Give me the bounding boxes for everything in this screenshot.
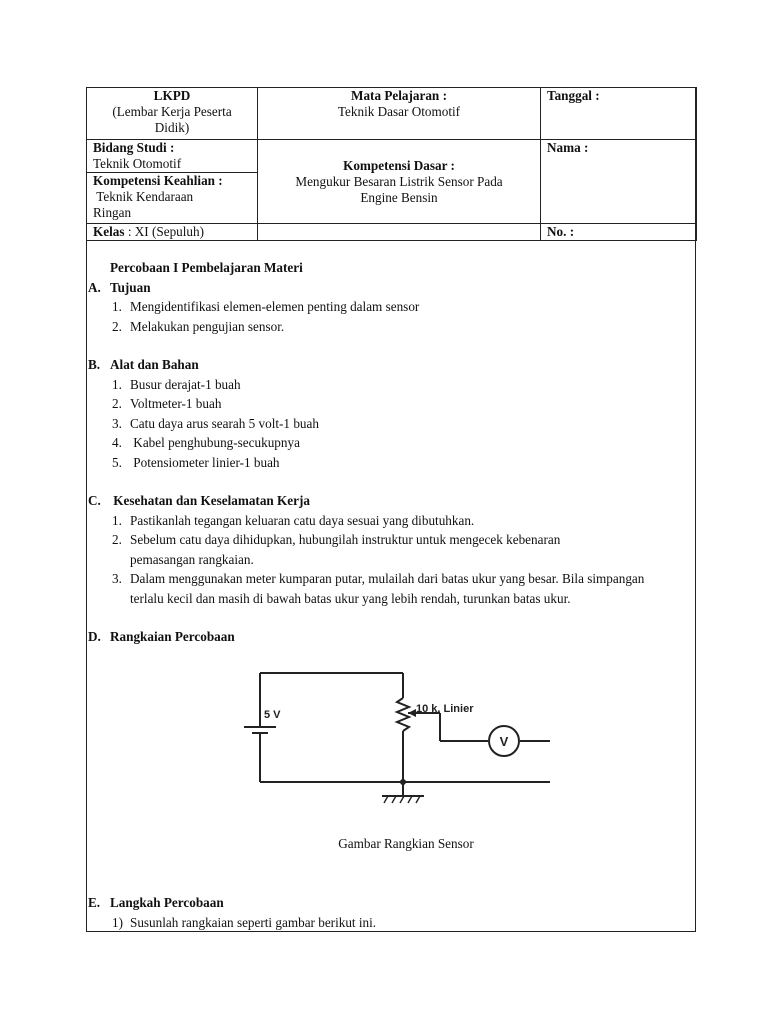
keahlian-colon: : (215, 173, 223, 188)
list-item (88, 297, 688, 317)
list-item (88, 453, 688, 473)
section-e-title: Langkah Percobaan (110, 895, 224, 910)
kd-value (264, 174, 534, 206)
keahlian-cell (87, 173, 258, 224)
section-b-heading (88, 355, 688, 375)
section-b-letter: B. (88, 357, 101, 372)
section-a-heading (88, 278, 688, 298)
worksheet-content (88, 258, 688, 647)
section-b-title: Alat dan Bahan (110, 357, 199, 372)
keahlian-label: Kompetensi Keahlian (93, 173, 215, 188)
list-item (88, 433, 688, 453)
bidang-value: Teknik Otomotif (93, 156, 182, 171)
item-number: 3. (112, 571, 122, 586)
item-text: Sebelum catu daya dihidupkan, hubungilah instruktur untuk mengecek kebenaran pemasangan rangkaian. (130, 532, 561, 567)
section-a-title: Tujuan (110, 279, 151, 295)
section-d-title: Rangkaian Percobaan (110, 629, 235, 644)
item-number: 1. (112, 512, 122, 528)
kelas-value: : XI (Sepuluh) (124, 224, 204, 239)
section-d-letter: D. (88, 629, 101, 644)
keahlian-label-row (93, 173, 251, 189)
list-item (88, 317, 688, 337)
lkpd-sub-line2: Didik) (154, 120, 190, 135)
keahlian-value (93, 189, 251, 221)
item-text: Melakukan pengujian sensor. (130, 318, 285, 334)
kd-cell (258, 140, 541, 224)
potentiometer-label: 10 k, Linier (416, 703, 474, 715)
junction-dot (400, 779, 406, 785)
lkpd-subtitle (93, 104, 251, 136)
section-c-heading (88, 491, 688, 511)
kd-value-line2: Engine Bensin (360, 189, 438, 205)
mapel-cell (258, 88, 541, 140)
section-c-title: Kesehatan dan Keselamatan Kerja (110, 493, 310, 508)
mapel-label: Mata Pelajaran : (351, 88, 447, 103)
kelas-cell (87, 224, 258, 241)
item-number: 2. (112, 396, 122, 411)
no-cell (541, 224, 697, 241)
list-item (88, 511, 688, 531)
empty-cell (258, 224, 541, 241)
tanggal-cell (541, 88, 697, 140)
item-number: 4. (112, 435, 122, 450)
item-text: Potensiometer linier-1 buah (130, 454, 280, 470)
lkpd-cell (87, 88, 258, 140)
section-a-letter: A. (88, 279, 101, 295)
section-b-list (88, 375, 688, 473)
item-text: Busur derajat-1 buah (130, 376, 241, 392)
list-item (88, 913, 688, 933)
circuit-svg (230, 663, 550, 808)
list-item (88, 394, 688, 414)
tanggal-label: Tanggal : (547, 88, 600, 103)
section-e-letter: E. (88, 895, 101, 910)
item-text: Pastikanlah tegangan keluaran catu daya sesuai yang dibutuhkan. (130, 512, 475, 528)
lkpd-title: LKPD (153, 88, 191, 103)
section-a-list (88, 297, 688, 336)
section-e-heading (88, 893, 688, 913)
item-text: Dalam menggunakan meter kumparan putar, mulailah dari batas ukur yang besar. Bila simpangan terlalu kecil dan masih di bawah batas ukur yang lebih rendah, turunkan batas ukur. (130, 571, 645, 606)
mapel-value: Teknik Dasar Otomotif (337, 104, 461, 119)
nama-label: Nama : (547, 140, 589, 155)
item-number: 3. (112, 415, 122, 431)
keahlian-value-line1: Teknik Kendaraan (96, 189, 194, 204)
lkpd-sub-line1: (Lembar Kerja Peserta (112, 104, 232, 119)
wiper-arrow (408, 709, 416, 717)
item-number: 1) (112, 914, 123, 930)
sensor-circuit-diagram (230, 663, 550, 808)
item-number: 2. (112, 532, 122, 547)
section-c-letter: C. (88, 493, 101, 508)
kelas-label: Kelas (93, 224, 125, 239)
keahlian-value-line2: Ringan (93, 205, 132, 220)
section-c-list (88, 511, 688, 609)
kd-value-line1: Mengukur Besaran Listrik Sensor Pada (295, 173, 503, 189)
item-number: 5. (112, 454, 122, 470)
list-item (88, 414, 688, 434)
item-number: 1. (112, 299, 122, 314)
section-e-list (88, 913, 688, 933)
item-number: 1. (112, 376, 122, 392)
no-label: No. : (547, 224, 575, 239)
list-item (88, 530, 688, 569)
ground-hatch (384, 796, 420, 803)
item-text: Catu daya arus searah 5 volt-1 buah (130, 415, 319, 431)
item-number: 2. (112, 318, 122, 334)
item-text: Susunlah rangkaian seperti gambar berikut ini. (130, 914, 377, 930)
bidang-label: Bidang Studi : (93, 140, 175, 155)
figure-caption: Gambar Rangkian Sensor (338, 836, 474, 851)
item-text: Kabel penghubung-secukupnya (130, 435, 300, 450)
bidang-cell (87, 140, 258, 173)
kd-label: Kompetensi Dasar : (343, 157, 455, 173)
item-text: Voltmeter-1 buah (130, 396, 222, 411)
section-d-heading (88, 627, 688, 647)
section-e (88, 893, 688, 932)
nama-cell (541, 140, 697, 224)
voltmeter-label: V (499, 734, 509, 749)
potentiometer-zigzag (397, 698, 409, 731)
list-item (88, 569, 688, 608)
battery-label: 5 V (264, 709, 281, 721)
item-text: Mengidentifikasi elemen-elemen penting dalam sensor (130, 299, 420, 314)
list-item (88, 375, 688, 395)
intro-heading: Percobaan I Pembelajaran Materi (110, 260, 303, 275)
header-table (86, 87, 697, 241)
